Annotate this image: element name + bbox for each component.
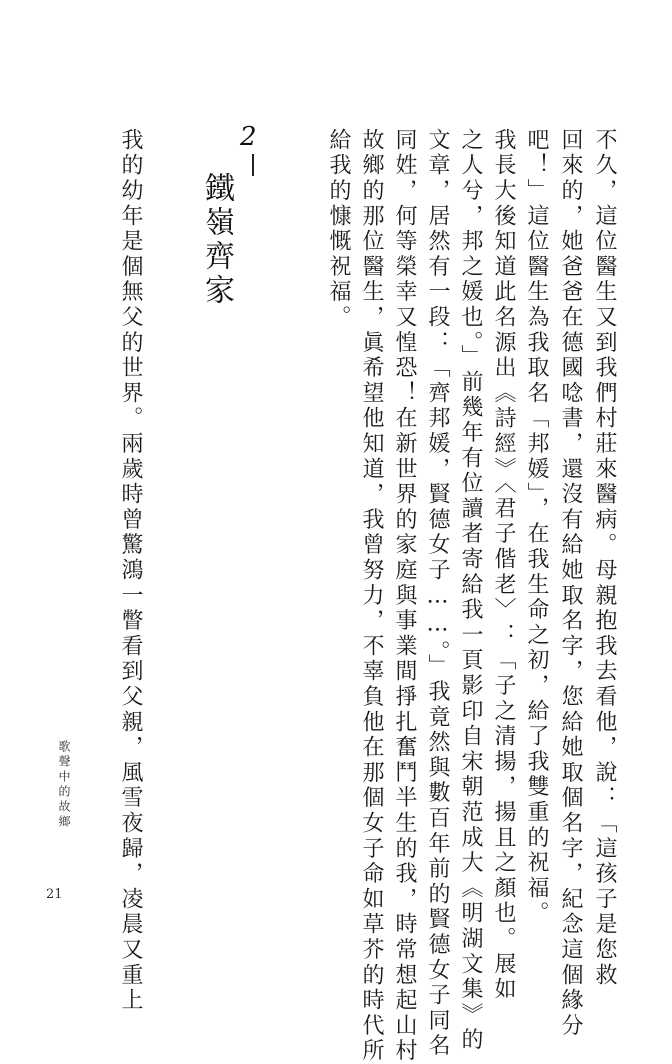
text-column: 文章，居然有一段：「齊邦媛，賢德女子……。」我竟然與數百年前的賢德女子同名 [425, 128, 450, 1060]
text-column: 同姓，何等榮幸又惶恐！在新世界的家庭與事業間掙扎奮鬥半生的我，時常想起山村 [392, 128, 417, 1064]
section-number: 2 [240, 122, 257, 152]
running-head: 歌聲中的故鄉 [57, 740, 71, 830]
section-title: 鐵嶺齊家 [199, 172, 234, 308]
text-column: 我長大後知道此名源出《詩經》〈君子偕老〉：「子之清揚，揚且之顏也。展如 [491, 128, 516, 1003]
text-column: 我的幼年是個無父的世界。兩歲時曾驚鴻一瞥看到父親，風雪夜歸，凌晨又重上 [118, 128, 143, 1014]
text-column: 之人兮，邦之媛也。」前幾年有位讀者寄給我一頁影印自宋朝范成大《明湖文集》的 [458, 128, 483, 1054]
page-number: 21 [46, 887, 63, 902]
text-column: 不久，這位醫生又到我們村莊來醫病。母親抱我去看他，說：「這孩子是您救 [592, 128, 617, 989]
text-column: 吧！」這位醫生為我取名「邦媛」，在我生命之初，給了我雙重的祝福。 [524, 128, 549, 927]
text-column: 回來的，她爸爸在德國唸書，還沒有給她取名字，您給她取個名字，紀念這個緣分 [558, 128, 583, 1039]
text-column: 故鄉的那位醫生，眞希望他知道，我曾努力，不辜負他在那個女子命如草芥的時代所 [359, 128, 384, 1064]
text-column: 給我的慷慨祝福。 [326, 128, 351, 331]
section-rule [252, 154, 254, 176]
